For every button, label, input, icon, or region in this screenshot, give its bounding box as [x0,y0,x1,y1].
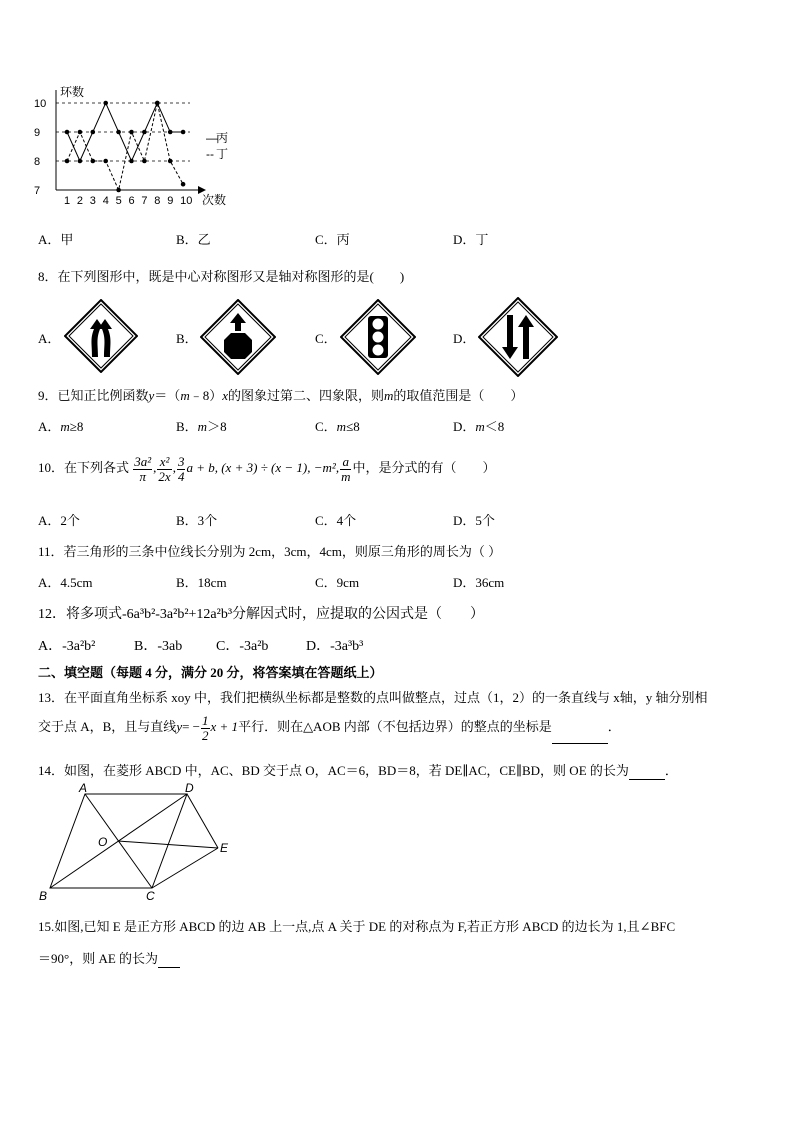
label-point-b: B [39,889,48,903]
q7-option-a[interactable]: A．甲 [38,232,74,247]
data-point-bing-1 [65,130,70,135]
y-tick-label-10: 10 [34,98,47,110]
data-point-ding-8 [155,101,160,106]
data-point-bing-3 [91,130,96,135]
q13-line1: 13．在平面直角坐标系 xoy 中，我们把横纵坐标都是整数的点叫做整点，过点（1，2）的一条直线与 x轴，y 轴分别相 [38,690,708,705]
q9-option-b[interactable]: B．m＞8 [176,419,227,434]
data-point-ding-5 [116,188,121,193]
q10-stem: 10．在下列各式 $\frac{\text{3a²}}{\pi}$ , $\frac{\text{x²}}{2x}$ , $\frac{3}{4}$ a + b, (x + 3) ÷ (x − 1), −m², $\frac{a}{m}$ 中，是分式的有（ ） [38,453,496,484]
q11-option-b[interactable]: B．18cm [176,575,227,590]
q13-answer-blank[interactable] [552,711,608,744]
q11-option-d[interactable]: D．36cm [453,575,505,590]
q10-option-b[interactable]: B．3个 [176,513,218,528]
label-point-a: A [79,782,88,795]
data-point-ding-2 [78,130,83,135]
q10-option-a[interactable]: A．2个 [38,513,80,528]
q12-stem: 12．将多项式-6a³b²-3a²b²+12a²b³分解因式时，应提取的公因式是（ ） [38,607,485,622]
data-point-bing-10 [181,130,186,135]
x-tick-label-5: 5 [115,195,122,207]
fraction-3-over-4: $\frac{3}{4}$ [177,453,185,484]
x-axis-label: 次数 [202,193,227,207]
line-chart [30,82,230,210]
q10-option-d[interactable]: D．5个 [453,513,495,528]
label-point-d: D [185,782,194,795]
q12-option-a[interactable]: A．-3a²b² [38,639,96,654]
q14-answer-blank[interactable] [629,763,665,780]
q7-option-d[interactable]: D．丁 [453,232,489,247]
data-point-ding-9 [168,159,173,164]
legend-dashed-symbol: -- [206,147,214,161]
x-tick-label-2: 2 [76,195,84,207]
q15-answer-blank[interactable] [158,951,180,968]
fraction-x2-over-2x: $\frac{\text{x²}}{2x}$ [158,453,171,484]
data-point-bing-9 [168,130,173,135]
q8-option-b-label[interactable]: B． [176,331,198,346]
legend-solid-symbol: — [206,131,218,145]
q9-option-c[interactable]: C．m≤8 [315,419,360,434]
segment-oe [118,841,218,848]
q7-option-c[interactable]: C．丙 [315,232,350,247]
q13-line2: 交于点 A，B，且与直线y= − $\frac{1}{2}$ x + 1平行．则在△AOB 内部（不包括边界）的整点的坐标是 ． [38,712,621,743]
fraction-one-half: $\frac{1}{2}$ [202,712,209,743]
section-heading-fill-in: 二、填空题（每题 4 分，满分 20 分，将答案填在答题纸上） [38,665,383,680]
q14-rhombus-figure [34,782,244,906]
q12-option-c[interactable]: C．-3a²b [216,639,269,654]
x-tick-label-8: 8 [154,195,161,207]
q9-option-d[interactable]: D．m＜8 [453,419,505,434]
data-point-bing-5 [116,130,121,135]
road-sign-merge-icon[interactable] [64,299,138,373]
x-tick-label-7: 7 [141,195,148,207]
data-point-ding-4 [103,159,108,164]
y-tick-label-8: 8 [34,156,41,168]
data-point-bing-4 [103,101,108,106]
q9-option-a[interactable]: A．m≥8 [38,419,84,434]
q11-stem: 11．若三角形的三条中位线长分别为 2cm，3cm，4cm，则原三角形的周长为（ ） [38,544,502,559]
q10-option-c[interactable]: C．4个 [315,513,357,528]
q8-option-c-label[interactable]: C． [315,331,337,346]
data-point-bing-2 [78,159,83,164]
data-point-ding-6 [129,130,134,135]
y-axis-label: 环数 [60,85,85,99]
data-point-ding-1 [65,159,70,164]
x-tick-label-4: 4 [102,195,109,207]
q11-option-c[interactable]: C．9cm [315,575,360,590]
q8-stem: 8．在下列图形中，既是中心对称图形又是轴对称图形的是( ) [38,269,405,284]
q8-option-a-label[interactable]: A． [38,331,61,346]
q9-stem: 9．已知正比例函数y＝（m﹣8）x的图象过第二、四象限，则m的取值范围是（ ） [38,388,524,403]
road-sign-traffic-light-icon[interactable] [340,299,416,375]
data-point-ding-7 [142,159,147,164]
road-sign-two-way-arrows-icon[interactable] [478,297,558,377]
label-point-c: C [146,889,155,903]
data-point-ding-10 [181,182,186,187]
data-point-ding-3 [91,159,96,164]
x-tick-label-10: 10 [180,195,193,207]
q11-option-a[interactable]: A．4.5cm [38,575,93,590]
q12-option-b[interactable]: B．-3ab [134,639,183,654]
q7-option-b[interactable]: B．乙 [176,232,211,247]
segment-de [187,794,218,848]
q15-line2: ＝90°，则 AE 的长为 [38,948,180,968]
x-tick-label-9: 9 [167,195,174,207]
fraction-a-over-m: $\frac{a}{m}$ [341,453,351,484]
y-tick-label-7: 7 [34,185,41,197]
q15-line1: 15.如图,已知 E 是正方形 ABCD 的边 AB 上一点,点 A 关于 DE 的对称点为 F,若正方形 ABCD 的边长为 1,且∠BFC [38,919,676,934]
legend-series-ding: 丁 [216,147,229,161]
q14-stem: 14．如图，在菱形 ABCD 中，AC、BD 交于点 O，AC＝6，BD＝8，若 DE∥AC，CE∥BD，则 OE 的长为 ． [38,763,678,778]
q12-option-d[interactable]: D．-3a³b³ [306,639,364,654]
data-point-bing-7 [142,130,147,135]
y-tick-label-9: 9 [34,127,41,139]
x-tick-label-6: 6 [128,195,135,207]
x-tick-label-3: 3 [89,195,96,207]
x-tick-label-1: 1 [64,195,71,207]
label-point-e: E [220,841,229,855]
segment-ce [152,848,218,888]
q8-option-d-label[interactable]: D． [453,331,476,346]
fraction-3a2-over-pi: $\frac{\text{3a²}}{\pi}$ [134,453,152,484]
legend-series-bing: 丙 [216,131,229,145]
road-sign-stop-ahead-icon[interactable] [200,299,276,375]
data-point-bing-6 [129,159,134,164]
label-point-o: O [98,835,108,849]
